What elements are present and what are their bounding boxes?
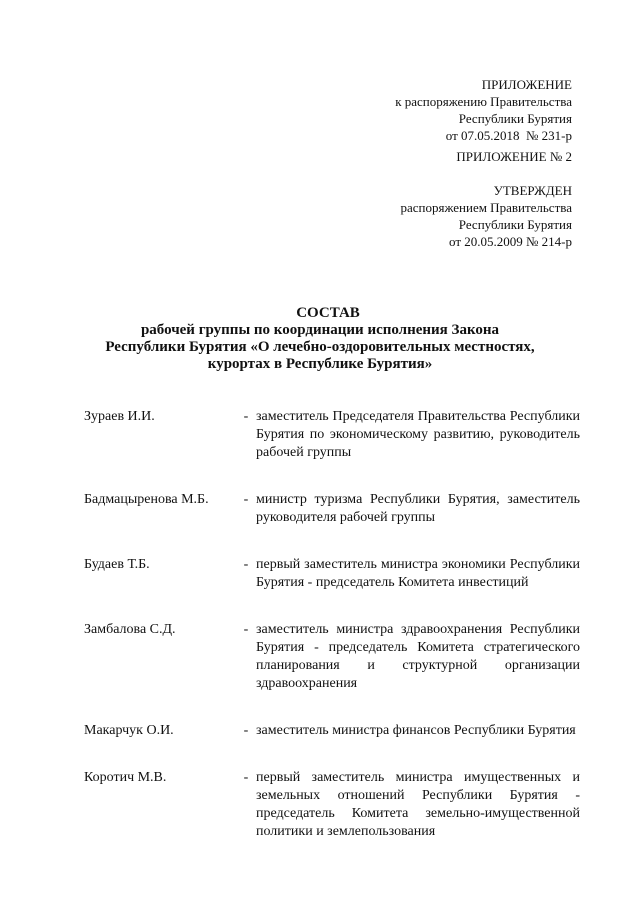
appendix-2-header: [456, 148, 572, 165]
member-list: [84, 408, 580, 870]
member-role: министр туризма Республики Бурятия, заместитель руководителя рабочей группы: [256, 492, 580, 525]
document-title: СОСТАВ: [296, 305, 360, 321]
approved-line: Республики Бурятия: [458, 217, 572, 232]
member-dash: -: [243, 557, 249, 572]
member-row: [84, 621, 580, 693]
member-dash: -: [243, 492, 249, 507]
heading-line: рабочей группы по координации исполнения Закона: [140, 322, 500, 338]
member-name: Макарчук О.И.: [84, 723, 174, 738]
member-row: [84, 556, 580, 592]
member-name: Бадмацыренова М.Б.: [84, 492, 209, 507]
member-role: первый заместитель министра имущественных и земельных отношений Республики Бурятия - председатель Комитета земельно-имущественной политики и землепользования: [256, 770, 580, 839]
member-row: [84, 491, 580, 527]
member-row: [84, 769, 580, 841]
member-dash: -: [243, 622, 249, 637]
appendix-header: [395, 76, 572, 144]
member-role: заместитель министра здравоохранения Республики Бурятия - председатель Комитета стратегического планирования и структурной организации здравоохранения: [256, 622, 580, 691]
member-dash: -: [243, 723, 249, 738]
approved-title: УТВЕРЖДЕН: [493, 183, 572, 198]
member-name: Коротич М.В.: [84, 770, 167, 785]
heading-line: Республики Бурятия «О лечебно-оздоровительных местностях,: [105, 339, 535, 355]
document-heading: [0, 305, 640, 373]
member-dash: -: [243, 409, 249, 424]
member-row: [84, 722, 580, 740]
member-role: первый заместитель министра экономики Республики Бурятия - председатель Комитета инвестиций: [256, 557, 580, 590]
heading-line: курортах в Республике Бурятия»: [207, 356, 433, 372]
member-name: Будаев Т.Б.: [84, 557, 150, 572]
member-dash: -: [243, 770, 249, 785]
member-name: Замбалова С.Д.: [84, 622, 176, 637]
member-role: заместитель министра финансов Республики Бурятия: [256, 723, 576, 738]
appendix-date-line: от 07.05.2018 № 231-р: [445, 128, 572, 143]
appendix-2-title: ПРИЛОЖЕНИЕ № 2: [456, 149, 572, 164]
approved-line: распоряжением Правительства: [400, 200, 572, 215]
member-role: заместитель Председателя Правительства Республики Бурятия по экономическому развитию, руководитель рабочей группы: [256, 409, 580, 460]
member-name: Зураев И.И.: [84, 409, 155, 424]
approved-date-line: от 20.05.2009 № 214-р: [449, 234, 572, 249]
approval-stamp-text: [400, 182, 572, 250]
appendix-line: Республики Бурятия: [458, 111, 572, 126]
appendix-title: ПРИЛОЖЕНИЕ: [481, 77, 572, 92]
member-row: [84, 408, 580, 462]
appendix-line: к распоряжению Правительства: [395, 94, 572, 109]
